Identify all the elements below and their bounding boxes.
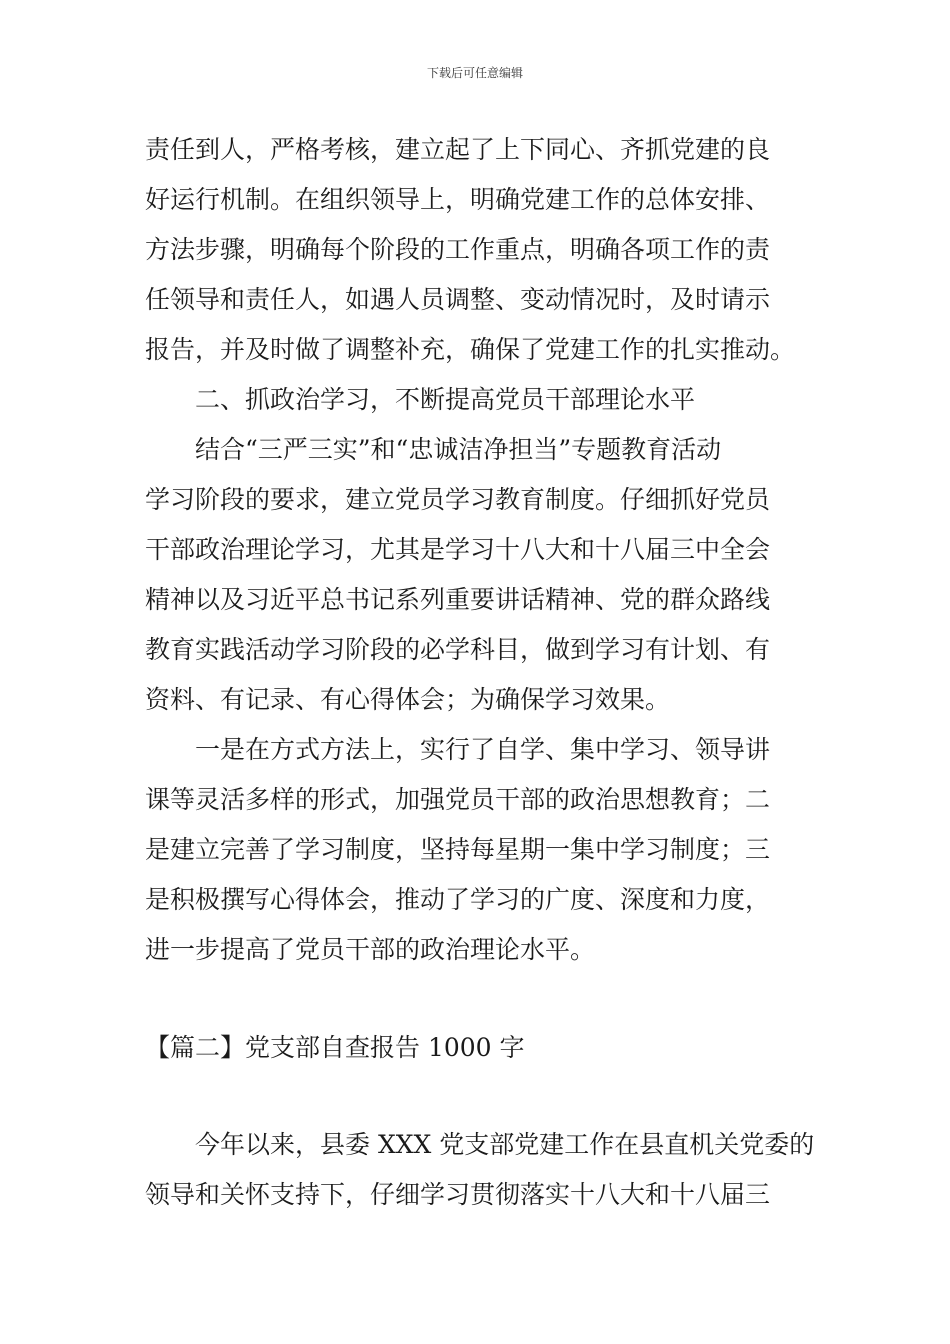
text-line: 学习阶段的要求，建立党员学习教育制度。仔细抓好党员 bbox=[145, 485, 771, 514]
text-line: 进一步提高了党员干部的政治理论水平。 bbox=[145, 935, 596, 964]
text-line: 方法步骤，明确每个阶段的工作重点，明确各项工作的责 bbox=[145, 235, 771, 264]
text-line: 任领导和责任人，如遇人员调整、变动情况时，及时请示 bbox=[145, 285, 771, 314]
text-line: 今年以来，县委 XXX 党支部党建工作在县直机关党委的 bbox=[195, 1130, 815, 1159]
text-line: 报告，并及时做了调整补充，确保了党建工作的扎实推动。 bbox=[145, 335, 796, 364]
text-line: 结合“三严三实”和“忠诚洁净担当”专题教育活动 bbox=[195, 435, 722, 464]
text-line: 领导和关怀支持下，仔细学习贯彻落实十八大和十八届三 bbox=[145, 1180, 771, 1209]
text-line: 精神以及习近平总书记系列重要讲话精神、党的群众路线 bbox=[145, 585, 771, 614]
text-line: 资料、有记录、有心得体会；为确保学习效果。 bbox=[145, 685, 671, 714]
text-line: 是建立完善了学习制度，坚持每星期一集中学习制度；三 bbox=[145, 835, 771, 864]
text-line: 责任到人，严格考核，建立起了上下同心、齐抓党建的良 bbox=[145, 135, 771, 164]
chapter-title: 【篇二】党支部自查报告 1000 字 bbox=[145, 1033, 525, 1062]
text-line: 好运行机制。在组织领导上，明确党建工作的总体安排、 bbox=[145, 185, 771, 214]
page-header-note: 下载后可任意编辑 bbox=[426, 66, 523, 80]
section-heading: 二、抓政治学习，不断提高党员干部理论水平 bbox=[195, 385, 696, 414]
text-line: 课等灵活多样的形式，加强党员干部的政治思想教育；二 bbox=[145, 785, 771, 814]
text-line: 是积极撰写心得体会，推动了学习的广度、深度和力度， bbox=[145, 885, 771, 914]
text-line: 教育实践活动学习阶段的必学科目，做到学习有计划、有 bbox=[145, 635, 771, 664]
text-line: 干部政治理论学习，尤其是学习十八大和十八届三中全会 bbox=[145, 535, 771, 564]
text-line: 一是在方式方法上，实行了自学、集中学习、领导讲 bbox=[195, 735, 771, 764]
